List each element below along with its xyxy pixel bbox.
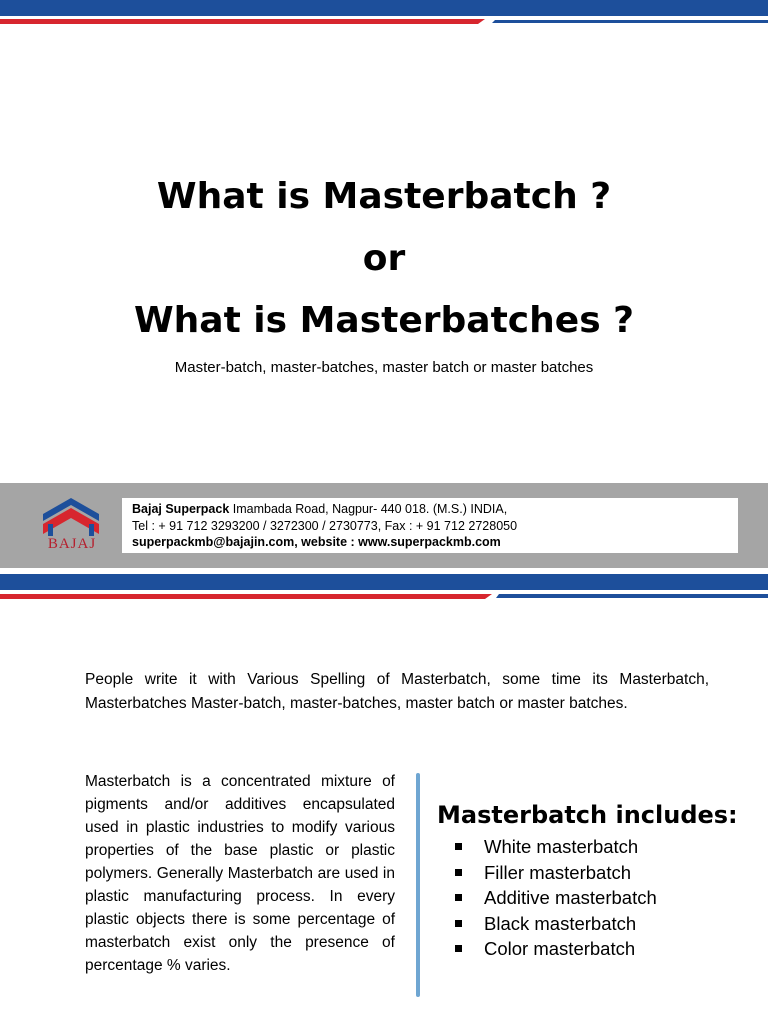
square-bullet-icon: [455, 920, 462, 927]
bajaj-logo: [38, 494, 104, 560]
list-item: [455, 911, 657, 937]
logo-text: BAJAJ: [47, 536, 97, 552]
list-item-label: Filler masterbatch: [484, 861, 632, 883]
list-item: [455, 860, 657, 886]
square-bullet-icon: [455, 945, 462, 952]
contact-box: [122, 498, 738, 553]
square-bullet-icon: [455, 894, 462, 901]
list-item: [455, 834, 657, 860]
list-item-label: Additive masterbatch: [484, 887, 657, 908]
contact-address-line: [132, 501, 728, 518]
company-name: Bajaj Superpack: [132, 502, 230, 516]
list-item: [455, 885, 657, 911]
list-item-label: Color masterbatch: [484, 938, 636, 959]
contact-phone-line: Tel : + 91 712 3293200 / 3272300 / 2730773, Fax : + 91 712 2728050: [132, 518, 518, 533]
list-item: [455, 936, 657, 962]
page-title-line1: What is Masterbatch ?: [156, 176, 612, 217]
top-stripe-bar: [0, 0, 768, 26]
definition-paragraph: Masterbatch is a concentrated mixture of pigments and/or additives encapsulated used in plastic industries to modify various properties of the base plastic or plastic polymers. Generally Masterbatch are used in plastic manufacturing process. In every plastic objects there is some percentage of masterbatch exist only the presence of percentage % varies.: [85, 773, 395, 974]
contact-email-line[interactable]: superpackmb@bajajin.com, website : www.superpackmb.com: [132, 535, 501, 549]
page-title-line2: or: [362, 238, 406, 279]
intro-paragraph: People write it with Various Spelling of Masterbatch, some time its Masterbatch, Masterbatches Master-batch, master-batches, master batch or master batches.: [85, 671, 709, 712]
page-title-line3: What is Masterbatches ?: [133, 300, 635, 341]
includes-heading: Masterbatch includes:: [437, 801, 738, 829]
contact-band: [0, 483, 768, 568]
vertical-divider: [416, 773, 420, 997]
page-subtitle: Master-batch, master-batches, master batch or master batches: [174, 359, 594, 376]
list-item-label: Black masterbatch: [484, 912, 637, 934]
includes-list: [455, 834, 657, 962]
list-item-label: White masterbatch: [484, 836, 639, 857]
title-block: [0, 166, 768, 378]
middle-stripe-bar: [0, 574, 768, 606]
company-address: Imambada Road, Nagpur- 440 018. (M.S.) INDIA,: [229, 502, 508, 516]
square-bullet-icon: [455, 843, 462, 850]
square-bullet-icon: [455, 869, 462, 876]
